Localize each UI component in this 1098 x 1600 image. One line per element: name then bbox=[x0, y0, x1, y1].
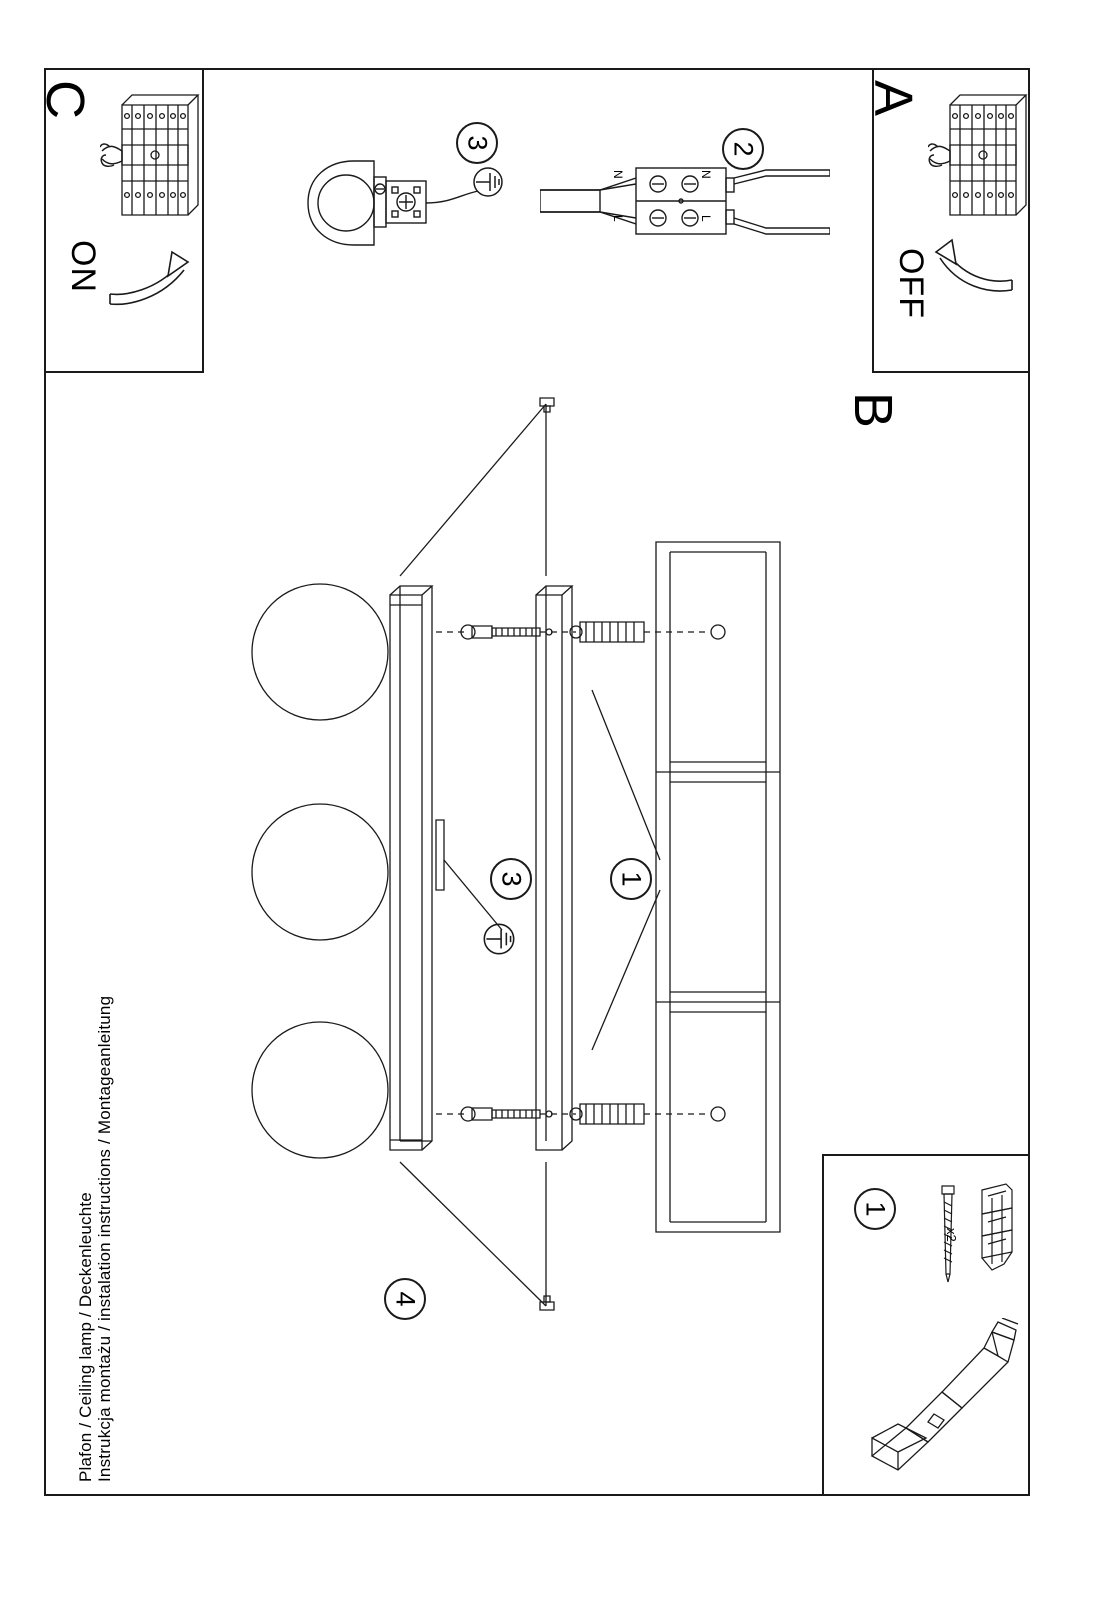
panel-c-state-label: ON bbox=[64, 240, 102, 293]
terminal-label-l-left: L bbox=[611, 215, 625, 222]
drill-icon bbox=[842, 1318, 1022, 1478]
step-2-badge: 2 bbox=[722, 128, 764, 170]
exploded-assembly-diagram bbox=[240, 390, 820, 1340]
step-3-mid-badge: 3 bbox=[490, 858, 532, 900]
terminal-label-n-left: N bbox=[611, 170, 625, 179]
panel-c-breaker-icon bbox=[100, 85, 210, 245]
panel-c-arrow-icon bbox=[104, 248, 194, 308]
terminal-label-n-right: N bbox=[699, 170, 713, 179]
title-line-2: Plafon / Ceiling lamp / Deckenleuchte bbox=[76, 1192, 95, 1482]
step-1-main-badge: 1 bbox=[610, 858, 652, 900]
parts-multiplier-label: x2 bbox=[944, 1228, 959, 1242]
panel-a-letter: A bbox=[863, 80, 923, 117]
panel-a-arrow-icon bbox=[930, 238, 1020, 298]
parts-step-badge: 1 bbox=[854, 1188, 896, 1230]
step-3-top-badge: 3 bbox=[456, 122, 498, 164]
step-2-terminal-diagram bbox=[540, 160, 830, 245]
panel-b-letter: B bbox=[843, 392, 903, 429]
step-4-badge: 4 bbox=[384, 1278, 426, 1320]
panel-a-state-label: OFF bbox=[892, 248, 930, 319]
earth-ground-icon-mid bbox=[478, 918, 520, 960]
parts-hardware-icons bbox=[920, 1178, 1030, 1288]
earth-ground-icon-top bbox=[468, 162, 508, 202]
panel-c-letter: C bbox=[35, 80, 95, 119]
panel-a-breaker-icon bbox=[928, 85, 1038, 245]
terminal-label-l-right: L bbox=[699, 215, 713, 222]
title-line-1: Instrukcja montażu / instalation instructions / Montageanleitung bbox=[95, 995, 114, 1482]
